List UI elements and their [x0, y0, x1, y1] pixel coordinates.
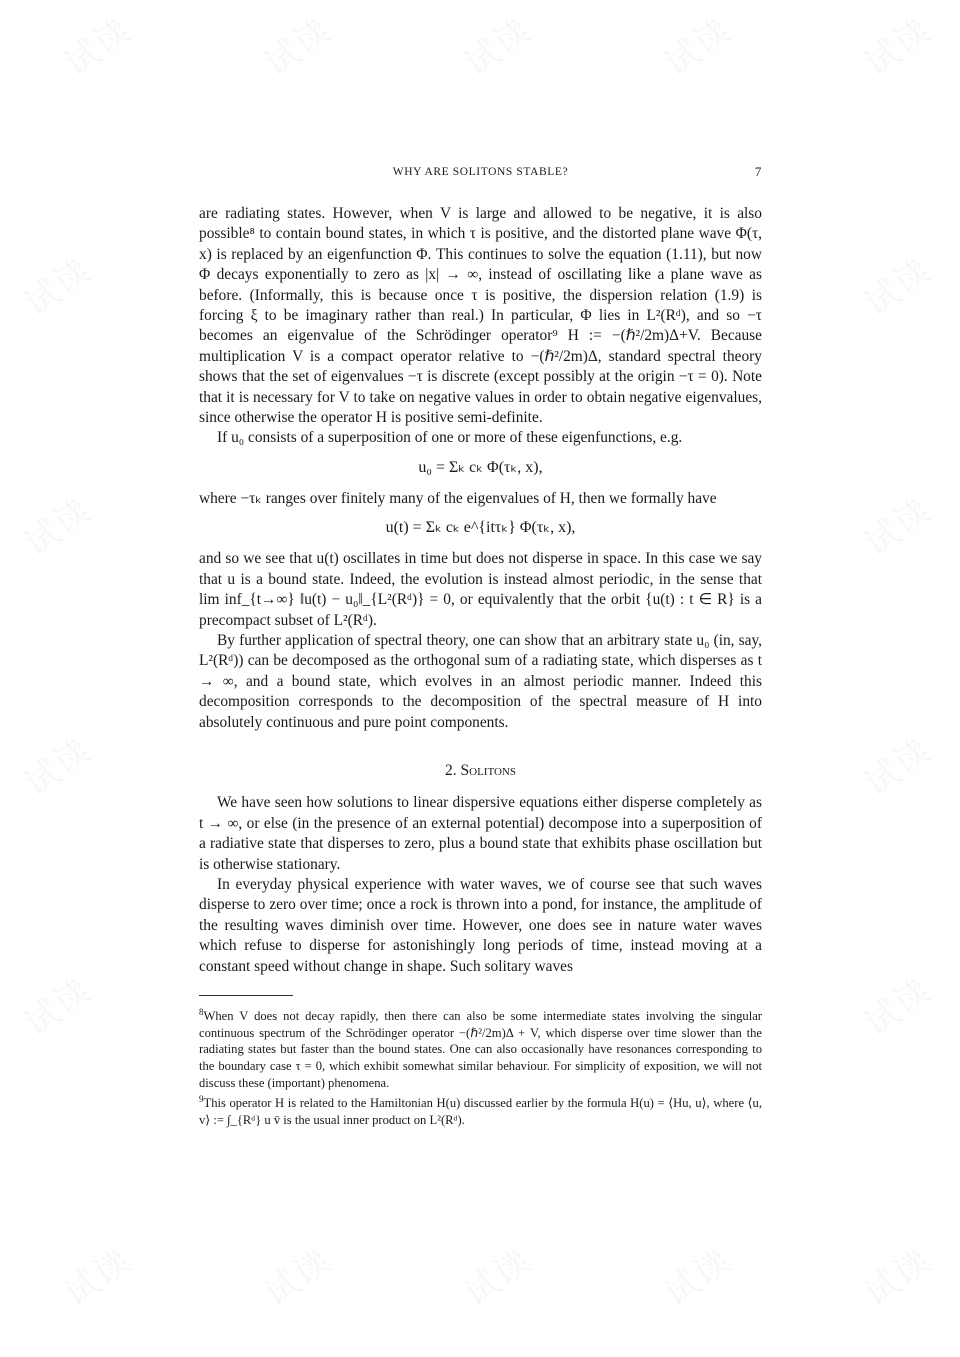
- footnote-mark: 9: [199, 1094, 204, 1105]
- body-paragraph: In everyday physical experience with water waves, we of course see that such waves disperse to zero over time; once a rock is thrown into a pond, for instance, the amplitude of the resulting waves diminish over time. However, one does see in nature water waves which refuse to disperse for astonishingly long periods of time, instead moving at a constant speed without change in shape. Such solitary waves: [199, 875, 762, 975]
- watermark: 试读: [257, 1240, 339, 1315]
- footnote: [199, 1091, 762, 1128]
- footnote-mark: 8: [199, 1007, 204, 1017]
- equation: u₀ = Σₖ cₖ Φ(τₖ, x),: [418, 458, 543, 476]
- watermark: 试读: [17, 490, 99, 565]
- footnote-text: This operator H is related to the Hamiltonian H(u) discussed earlier by the formula H(u) = ⟨Hu, u⟩, where ⟨u, v⟩ := ∫_{Rᵈ} u v̄ is the usual inner product on L²(Rᵈ).: [199, 1096, 762, 1127]
- watermark: 试读: [17, 730, 99, 805]
- section-heading: [199, 761, 762, 781]
- watermark: 试读: [857, 10, 939, 85]
- watermark: 试读: [257, 10, 339, 85]
- footnote-text: When V does not decay rapidly, then there can also be some intermediate states involving the singular continuous spectrum of the Schrödinger operator −(ℏ²/2m)Δ + V, which disperse over time slower than the radiating states but faster than the bound states. One can also occasionally have resonances corresponding to the boundary case τ = 0, which exhibit somewhat similar behaviour. For simplicity of exposition, we will not discuss these (important) phenomena.: [199, 1009, 762, 1090]
- watermark: 试读: [57, 10, 139, 85]
- page-number: 7: [754, 164, 762, 179]
- watermark: 试读: [17, 250, 99, 325]
- body-paragraph: If u₀ consists of a superposition of one or more of these eigenfunctions, e.g.: [217, 429, 683, 447]
- watermark: 试读: [857, 730, 939, 805]
- body-paragraph: are radiating states. However, when V is large and allowed to be negative, it is also possible⁸ to contain bound states, in which τ is positive, and the distorted plane wave Φ(τ, x) is replaced by an eigenfunction Φ. This continues to solve the equation (1.11), but now Φ decays exponentially to zero as |x| → ∞, instead of oscillating like a plane wave as before. (Informally, this is because once τ is positive, the dispersion relation (1.9) is forcing ξ to be imaginary rather than real.) In particular, Φ lies in L²(Rᵈ), and so −τ becomes an eigenvalue of the Schrödinger operator⁹ H := −(ℏ²/2m)Δ+V. Because multiplication V is a compact operator relative to −(ℏ²/2m)Δ, standard spectral theory shows that the set of eigenvalues −τ is discrete (except possibly at the origin −τ = 0). Note that it is necessary for V to take on negative values in order to obtain negative eigenvalues, since otherwise the operator H is positive semi-definite.: [199, 205, 762, 427]
- body-paragraph: By further application of spectral theory, one can show that an arbitrary state u₀ (in, say, L²(Rᵈ)) can be decomposed as the orthogonal sum of a radiating state, which disperses as t → ∞, and a bound state, which evolves in an almost periodic manner. Indeed this decomposition corresponds to the decomposition of the spectral measure of H into absolutely continuous and pure point components.: [199, 631, 762, 731]
- watermark: 试读: [857, 1240, 939, 1315]
- watermark: 试读: [17, 970, 99, 1045]
- section-number: 2.: [445, 761, 457, 779]
- equation: u(t) = Σₖ cₖ e^{itτₖ} Φ(τₖ, x),: [385, 519, 576, 537]
- watermark: 试读: [857, 970, 939, 1045]
- running-title: WHY ARE SOLITONS STABLE?: [392, 166, 569, 178]
- body-paragraph: and so we see that u(t) oscillates in time but does not disperse in space. In this case we say that u is a bound state. Indeed, the evolution is instead almost periodic, in the sense that lim inf_{t→∞} ‖u(t) − u₀‖_{L²(Rᵈ)} = 0, or equivalently that the orbit {u(t) : t ∈ R} is a precompact subset of L²(Rᵈ).: [199, 550, 762, 629]
- body-paragraph: where −τₖ ranges over finitely many of the eigenvalues of H, then we formally have: [199, 489, 717, 507]
- watermark: 试读: [457, 1240, 539, 1315]
- running-header: [199, 162, 762, 182]
- footnote: [199, 1004, 762, 1091]
- watermark: 试读: [857, 250, 939, 325]
- body-paragraph: We have seen how solutions to linear dispersive equations either disperse completely as t → ∞, or else (in the presence of an external potential) decompose into a superposition of a radiative state that disperses to zero, plus a bound state that exhibits phase oscillation but is otherwise stationary.: [199, 794, 762, 873]
- watermark: 试读: [457, 10, 539, 85]
- section-title: Solitons: [460, 761, 516, 779]
- paper-page: [199, 150, 762, 1129]
- watermark: 试读: [57, 1240, 139, 1315]
- watermark: 试读: [657, 10, 739, 85]
- footnote-rule: [199, 995, 293, 996]
- watermark: 试读: [657, 1240, 739, 1315]
- watermark: 试读: [857, 490, 939, 565]
